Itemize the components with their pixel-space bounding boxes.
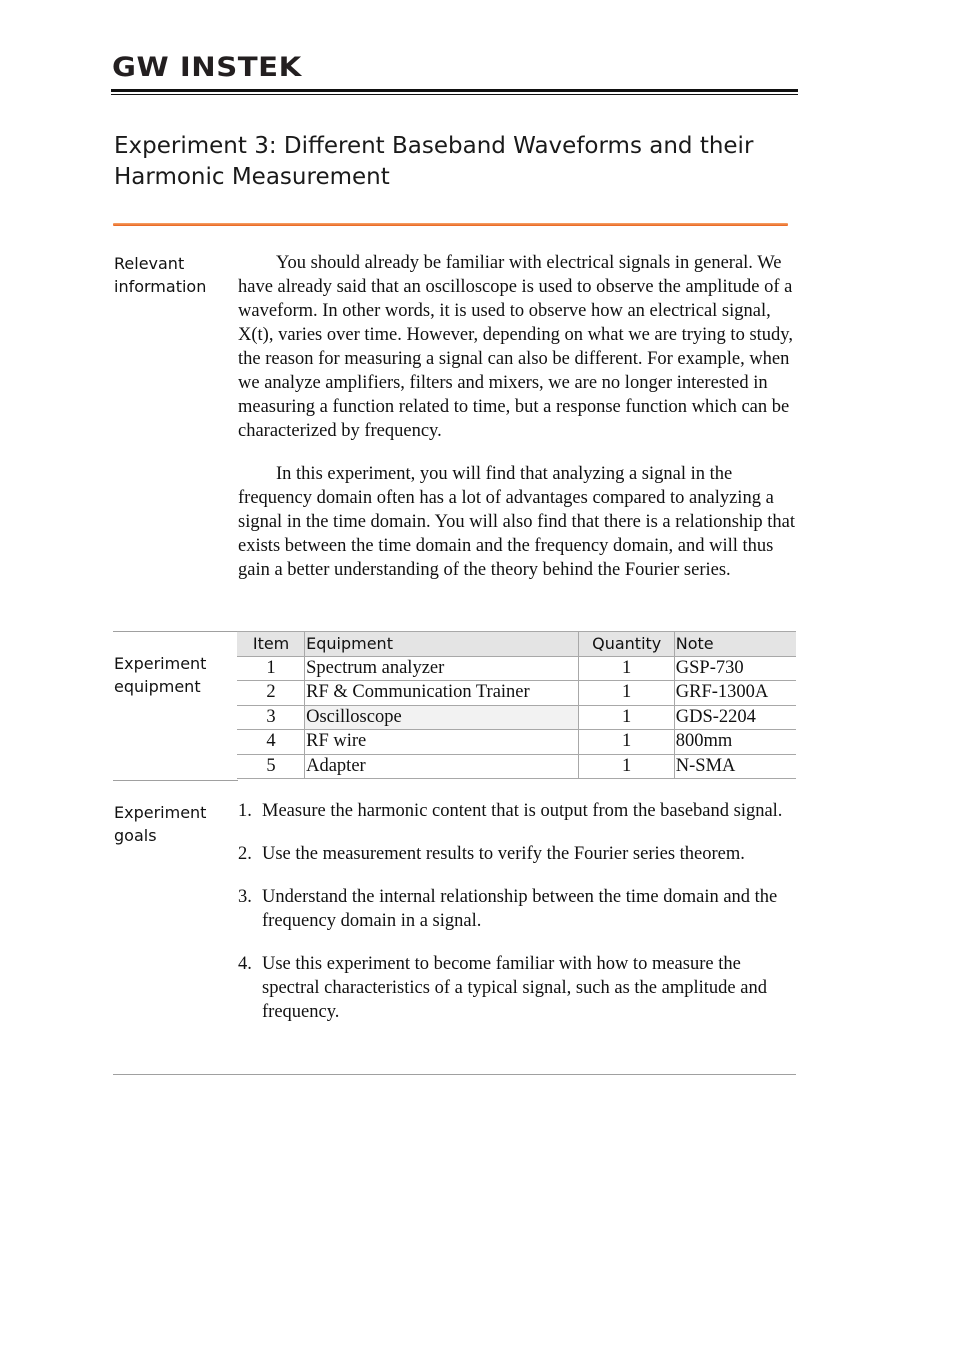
cell-quantity: 1 [578,754,674,779]
cell-equipment: RF & Communication Trainer [305,681,578,706]
cell-item: 3 [237,705,305,730]
relevant-paragraph-2: In this experiment, you will find that analyzing a signal in the frequency domain often has a lot of advantages compared to analyzing a signal in the time domain. You will also find that there is a relationship that exists between the time domain and the frequency domain, and will thus gain a better understanding of the theory behind the Fourier series. [238,464,795,580]
cell-note: GRF-1300A [674,681,796,706]
title-underline [113,223,788,226]
cell-quantity: 1 [578,705,674,730]
relevant-label-line1: Relevant [114,254,185,273]
cell-item: 1 [237,656,305,681]
header-equipment: Equipment [305,632,578,657]
equipment-table [237,631,796,779]
gw-instek-logo: GW INSTEK [112,52,302,83]
equipment-label-line2: equipment [114,677,201,696]
cell-equipment: RF wire [305,730,578,755]
cell-item: 4 [237,730,305,755]
goals-label-line2: goals [114,826,157,845]
list-item [238,885,798,933]
goal-number: 3. [238,887,252,907]
header-rule-thick [111,89,798,92]
relevant-info-label [114,252,232,298]
relevant-paragraph-1: You should already be familiar with electrical signals in general. We have already said that an oscilloscope is used to observe the amplitude of a waveform. In other words, it is used to observe how an electrical signal, X(t), varies over time. However, depending on what we are trying to study, the reason for measuring a signal can also be different. For example, when we analyze amplifiers, filters and mixers, we are no longer interested in measuring a function related to time, but a response function which can be characterized by frequency. [238,253,793,441]
cell-equipment: Spectrum analyzer [305,656,578,681]
equipment-label [114,652,232,698]
table-row [237,730,796,755]
header-item: Item [237,632,305,657]
table-row [237,656,796,681]
cell-note: N-SMA [674,754,796,779]
cell-equipment: Adapter [305,754,578,779]
section-divider-end [113,1074,796,1075]
relevant-info-text [238,251,798,582]
list-item [238,952,798,1024]
goal-number: 2. [238,844,252,864]
section-divider-equipment [113,631,238,632]
cell-item: 2 [237,681,305,706]
goals-label-line1: Experiment [114,803,207,822]
relevant-label-line2: information [114,277,207,296]
table-row [237,705,796,730]
goal-text: Use the measurement results to verify the Fourier series theorem. [262,844,745,864]
goal-text: Understand the internal relationship between the time domain and the frequency domain in a signal. [262,887,778,931]
cell-equipment: Oscilloscope [305,705,578,730]
table-header-row [237,632,796,657]
cell-quantity: 1 [578,681,674,706]
header-note: Note [674,632,796,657]
section-divider-goals [113,780,238,781]
goals-label [114,801,232,847]
cell-item: 5 [237,754,305,779]
list-item [238,799,798,823]
table-row [237,754,796,779]
goal-text: Measure the harmonic content that is output from the baseband signal. [262,801,783,821]
header-quantity: Quantity [578,632,674,657]
page-title: Experiment 3: Different Baseband Waveforms and their Harmonic Measurement [114,133,754,190]
cell-quantity: 1 [578,730,674,755]
equipment-label-line1: Experiment [114,654,207,673]
goal-text: Use this experiment to become familiar with how to measure the spectral characteristics of a typical signal, such as the amplitude and frequency. [262,954,767,1022]
cell-quantity: 1 [578,656,674,681]
goals-list [238,799,798,1024]
list-item [238,842,798,866]
header-rule-thin [111,94,798,95]
cell-note: GDS-2204 [674,705,796,730]
cell-note: 800mm [674,730,796,755]
cell-note: GSP-730 [674,656,796,681]
goal-number: 4. [238,954,252,974]
table-row [237,681,796,706]
goal-number: 1. [238,801,252,821]
